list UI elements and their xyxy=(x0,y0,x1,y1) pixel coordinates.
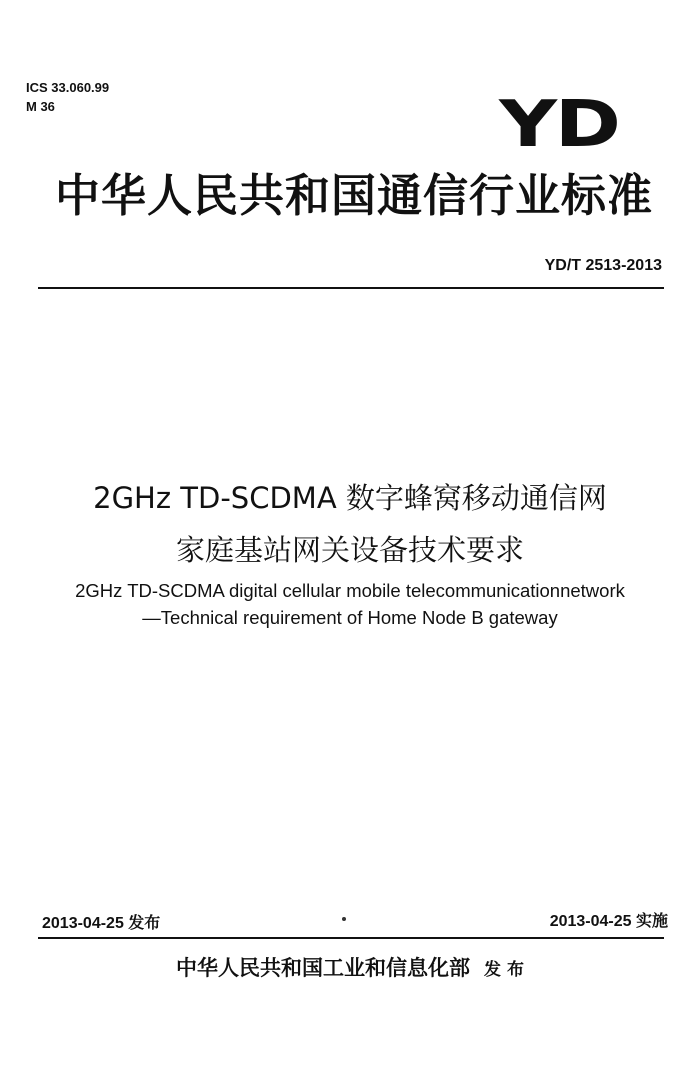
footer-divider xyxy=(38,937,664,939)
standard-number: YD/T 2513-2013 xyxy=(544,257,662,274)
header-divider xyxy=(38,287,664,289)
document-title-cn-line2: 家庭基站网关设备技术要求 xyxy=(175,533,524,567)
classification-block xyxy=(26,78,109,116)
issue-date: 2013-04-25 发布 xyxy=(42,915,161,932)
implementation-date: 2013-04-25 实施 xyxy=(549,913,668,930)
standard-title: 中华人民共和国通信行业标准 xyxy=(54,169,653,222)
document-title-en-line1: 2GHz TD-SCDMA digital cellular mobile telecommunicationnetwork xyxy=(75,580,625,601)
document-title-en-line2: —Technical requirement of Home Node B gateway xyxy=(142,607,558,628)
print-speck xyxy=(342,917,346,921)
yd-logo: YD xyxy=(498,88,618,162)
category-code: M 36 xyxy=(26,99,55,114)
document-title-cn-line1: 2GHz TD-SCDMA 数字蜂窝移动通信网 xyxy=(93,481,607,515)
publisher-name: 中华人民共和国工业和信息化部 xyxy=(176,955,471,980)
ics-code: ICS 33.060.99 xyxy=(26,80,110,95)
publisher-line xyxy=(0,953,700,985)
publisher-verb: 发 布 xyxy=(484,960,524,980)
